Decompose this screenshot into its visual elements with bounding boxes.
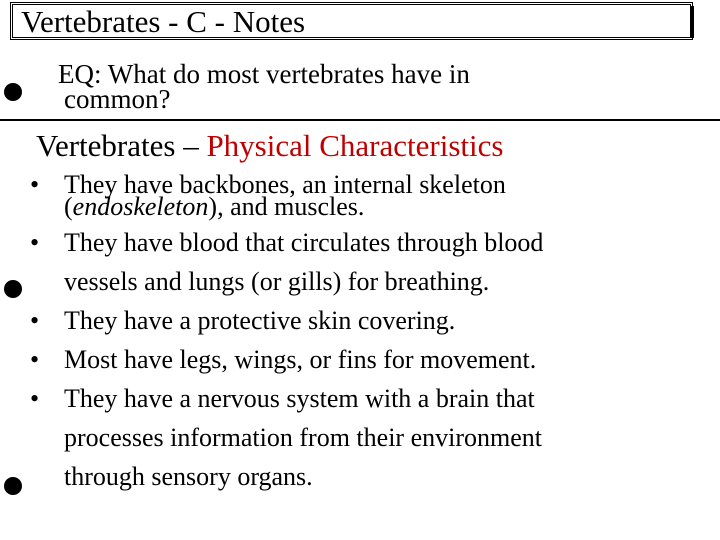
side-dot-bottom <box>4 477 22 495</box>
title-box <box>10 2 693 40</box>
paren-open: ( <box>64 192 73 221</box>
section-heading <box>36 128 503 164</box>
list-item <box>30 223 690 301</box>
side-dot-top <box>4 83 22 101</box>
essential-question <box>58 59 678 114</box>
heading-separator: – <box>175 128 207 163</box>
list-item-line-1: • They have a protective skin covering. <box>64 306 456 335</box>
list-item <box>30 340 690 379</box>
heading-accent: Physical Characteristics <box>206 128 504 163</box>
list-item <box>30 301 690 340</box>
list-item-line-2: processes information from their environment <box>64 423 542 452</box>
divider-line <box>0 119 720 121</box>
list-item-line-1: • They have a nervous system with a brain that <box>64 384 535 413</box>
heading-bold: Vertebrates <box>36 128 176 163</box>
eq-line-1: EQ: What do most vertebrates have in <box>58 59 470 89</box>
eq-line-2: common? <box>64 84 171 114</box>
list-item <box>30 379 690 496</box>
page-title: Vertebrates - C - Notes <box>21 4 306 39</box>
list-item-line-1: They have backbones, an internal skeleton <box>64 170 506 199</box>
list-item-line-3: through sensory organs. <box>64 462 313 491</box>
list-item <box>30 165 690 219</box>
italic-term: endoskeleton <box>72 192 209 221</box>
side-dot-middle <box>4 280 22 298</box>
list-item-line-1: • Most have legs, wings, or fins for movement. <box>64 345 537 374</box>
list-item-line-2: vessels and lungs (or gills) for breathing. <box>64 267 490 296</box>
characteristics-list <box>30 165 690 496</box>
list-item-line-1: • They have blood that circulates through blood <box>64 228 544 257</box>
line-rest: ), and muscles. <box>208 192 365 221</box>
